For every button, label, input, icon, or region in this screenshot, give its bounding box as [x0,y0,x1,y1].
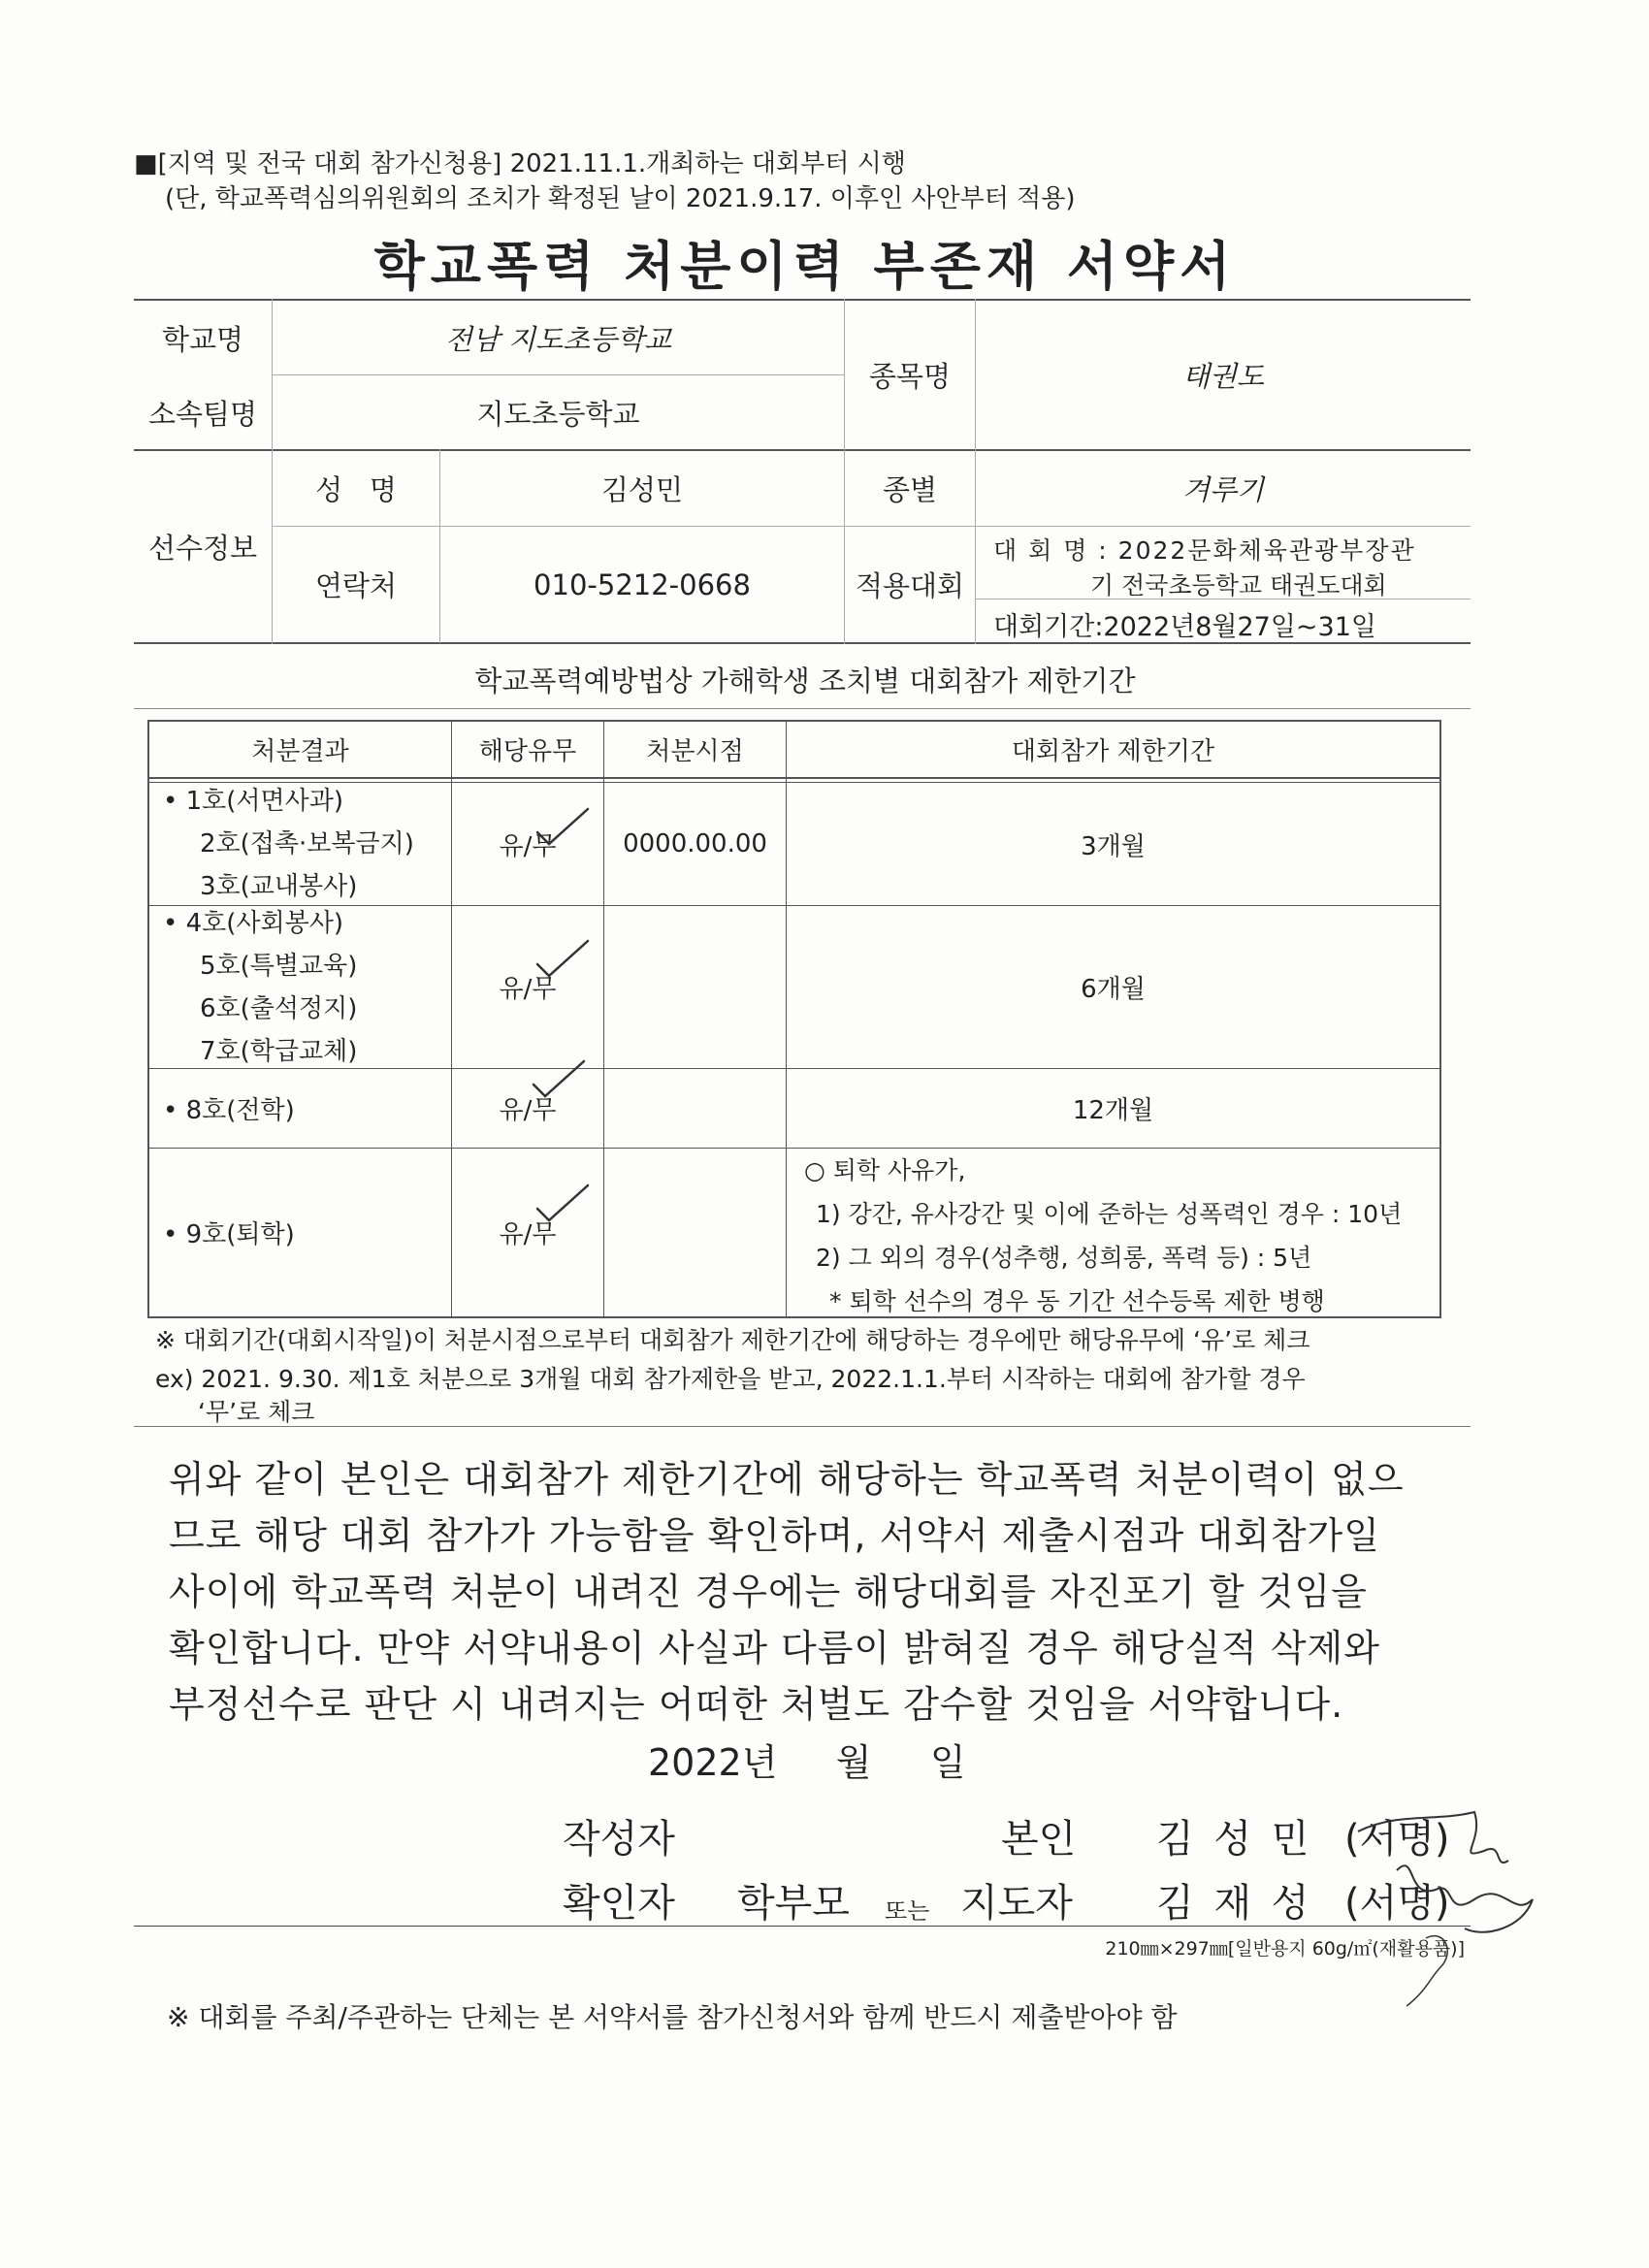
document-title: 학교폭력 처분이력 부존재 서약서 [373,236,1237,297]
paper-spec: 210㎜×297㎜[일반용지 60g/㎡(재활용품)] [1105,1938,1465,1960]
pledge-line: 사이에 학교폭력 처분이 내려진 경우에는 해당대회를 자진포기 할 것임을 [169,1571,1368,1613]
contact-label: 연락처 [314,569,398,602]
section-divider [134,1426,1471,1427]
writer-label: 작성자 [563,1817,675,1862]
row-3-date [604,1069,786,1148]
disposition-item: • 9호(퇴학) [163,1220,295,1249]
team-value: 지도초등학교 [476,397,640,431]
contact-value: 010-5212-0668 [534,567,751,601]
row-3-dispositions [149,1069,451,1148]
row-1-period: 3개월 [1081,831,1146,861]
row-1-date: 0000.00.00 [623,829,767,859]
self-label: 본인 [1001,1817,1077,1862]
header-disposition-date: 처분시점 [646,737,744,766]
confirmer-name: 김 재 성 [1156,1881,1313,1926]
category-value: 겨루기 [1181,473,1265,506]
or-label: 또는 [885,1897,930,1925]
disposition-item: 3호(교내봉사) [200,872,358,901]
signature-underline [134,1926,1471,1927]
school-label: 학교명 [161,322,244,356]
checkmark-icon [534,937,592,982]
competition-label: 적용대회 [855,569,965,602]
disposition-item: 2호(접촉·보복금지) [200,829,414,859]
row-4-dispositions [149,1149,451,1316]
restriction-subtitle: 학교폭력예방법상 가해학생 조치별 대회참가 제한기간 [474,664,1136,697]
expulsion-reason-item: 1) 강간, 유사강간 및 이에 준하는 성폭력인 경우 : 10년 [816,1200,1403,1228]
row-1-applicable: 유/무 [499,831,557,861]
final-note: ※ 대회를 주최/주관하는 단체는 본 서약서를 참가신청서와 함께 반드시 제출받아야 함 [167,2001,1178,2033]
parent-label: 학부모 [737,1881,850,1926]
pledge-line: 위와 같이 본인은 대회참가 제한기간에 해당하는 학교폭력 처분이력이 없으 [169,1458,1405,1501]
competition-period: 대회기간:2022년8월27일~31일 [993,612,1376,642]
confirmer-sign-placeholder: (서명) [1344,1881,1450,1926]
row-2-date [604,906,786,1068]
checkmark-icon [530,1057,588,1102]
confirmer-label: 확인자 [563,1881,675,1926]
notice-line-2: (단, 학교폭력심의위원회의 조치가 확정된 날이 2021.9.17. 이후인 사안부터 적용) [165,184,1076,213]
note-checking-rule: ※ 대회기간(대회시작일)이 처분시점으로부터 대회참가 제한기간에 해당하는 경우에만 해당유무에 ‘유’로 체크 [155,1326,1310,1354]
category-label: 종별 [882,473,938,506]
row-4-period [787,1149,1439,1316]
row-1-dispositions [149,783,451,905]
checkmark-icon [534,805,592,850]
disposition-item: • 4호(사회봉사) [163,908,344,938]
competition-name-line-2: 기 전국초등학교 태권도대회 [1090,571,1387,599]
event-value: 태권도 [1181,360,1265,393]
disposition-item: 5호(특별교육) [200,951,358,981]
expulsion-reason-note: * 퇴학 선수의 경우 동 기간 선수등록 제한 병행 [829,1287,1325,1315]
name-value: 김성민 [600,473,684,506]
player-info-label: 선수정보 [147,532,258,565]
writer-sign-placeholder: (서명) [1344,1817,1450,1862]
header-restriction-period: 대회참가 제한기간 [1011,737,1215,766]
row-2-dispositions [149,906,451,1068]
note-example: ex) 2021. 9.30. 제1호 처분으로 3개월 대회 참가제한을 받고, 2022.1.1.부터 시작하는 대회에 참가할 경우 [155,1365,1306,1393]
header-disposition: 처분결과 [251,737,349,766]
school-value: 전남 지도초등학교 [444,322,672,356]
row-2-applicable: 유/무 [499,975,557,1004]
row-2-period: 6개월 [1081,975,1146,1004]
pledge-text [169,1451,1405,1733]
checkmark-icon [534,1182,592,1226]
coach-label: 지도자 [960,1881,1073,1926]
disposition-item: • 8호(전학) [163,1096,295,1125]
restriction-header-border [147,777,1441,779]
notice-line-1: ■[지역 및 전국 대회 참가신청용] 2021.11.1.개최하는 대회부터 시행 [134,149,906,178]
restriction-col-border [1439,720,1441,1318]
row-3-period: 12개월 [1072,1096,1154,1125]
row-3-applicable: 유/무 [499,1096,557,1125]
disposition-item: 7호(학급교체) [200,1036,358,1066]
handwritten-signature-icon [1339,1783,1542,2016]
header-applicable: 해당유무 [478,737,577,766]
name-label: 성 명 [315,473,397,506]
pledge-line: 확인합니다. 만약 서약내용이 사실과 다름이 밝혀질 경우 해당실적 삭제와 [169,1627,1380,1669]
disposition-item: 6호(출석정지) [200,993,358,1023]
pledge-date: 2022년 월 일 [648,1741,966,1784]
expulsion-reason-item: 2) 그 외의 경우(성추행, 성희롱, 폭력 등) : 5년 [816,1244,1312,1272]
row-4-date [604,1149,786,1316]
disposition-item: • 1호(서면사과) [163,787,344,816]
note-example-continued: ‘무’로 체크 [198,1398,315,1426]
expulsion-reason-heading: ○ 퇴학 사유가, [804,1156,966,1184]
subtitle-underline [134,708,1471,709]
team-label: 소속팀명 [147,397,258,431]
event-label: 종목명 [868,360,952,393]
competition-name-line-1: 대 회 명 : 2022문화체육관광부장관 [993,536,1416,565]
pledge-line: 므로 해당 대회 참가가 가능함을 확인하며, 서약서 제출시점과 대회참가일 [169,1514,1380,1557]
row-4-applicable: 유/무 [499,1220,557,1249]
writer-name: 김 성 민 [1156,1817,1313,1862]
pledge-line: 부정선수로 판단 시 내려지는 어떠한 처벌도 감수할 것임을 서약합니다. [169,1683,1344,1726]
